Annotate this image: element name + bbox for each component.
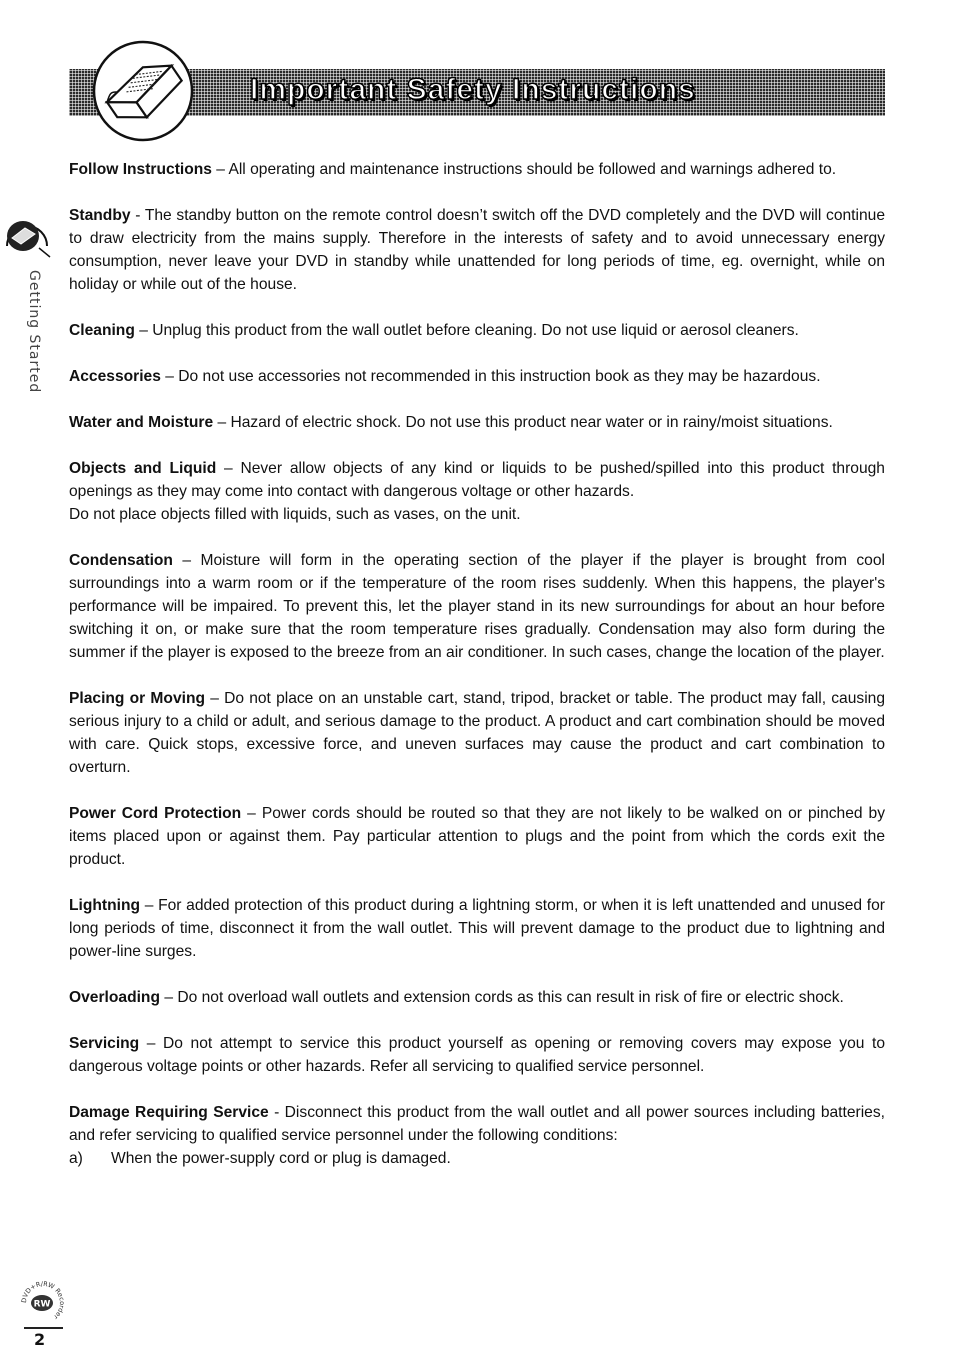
list-marker: a) [69, 1150, 83, 1167]
instruction-heading: Power Cord Protection [69, 805, 242, 822]
instruction-heading: Objects and Liquid [69, 460, 217, 477]
instruction-heading: Follow Instructions [69, 161, 212, 178]
instruction-text: Do not use accessories not recommended in this instruction book as they may be hazardous. [178, 368, 821, 385]
instruction-text: Moisture will form in the operating section of the player if the player is brought from cool surroundings into a warm room or if the temperature of the room rises suddenly. When this happens, the player's performance will be impaired. To prevent this, let the player stand in its new surroundings for about an hour before switching it on, or make sure that the room temperature rises gradually. Condensation may also form during the summer if the player is exposed to the breeze from an air conditioner. In such cases, change the location of the player. [69, 552, 885, 661]
section-tab-label: Getting Started [26, 270, 42, 394]
instruction-text: Disconnect this product from the wall outlet and all power sources including batteries, and refer servicing to qualified service personnel under the following conditions: [69, 1104, 885, 1144]
list-item-text: When the power-supply cord or plug is damaged. [111, 1150, 451, 1167]
instruction-paragraph: Accessories – Do not use accessories not recommended in this instruction book as they may be hazardous. [69, 368, 821, 385]
page-title: Important Safety Instructions [250, 73, 696, 106]
instruction-heading: Cleaning [69, 322, 135, 339]
instruction-heading: Accessories [69, 368, 161, 385]
instruction-text: Do not attempt to service this product yourself as opening or removing covers may expose you to dangerous voltage points or other hazards. Refer all servicing to qualified service personnel. [69, 1035, 886, 1075]
instruction-paragraph: Standby - The standby button on the remote control doesn’t switch off the DVD completely and the DVD will continue to draw electricity from the mains supply. Therefore in the interests of safety and to avoid unnecessary energy consumption, never leave your DVD in standby while unattended for long periods of time, eg. overnight, while on holiday or while out of the house. [69, 207, 886, 293]
instruction-paragraph: Objects and Liquid – Never allow objects of any kind or liquids to be pushed/spilled into this product through openings as they may come into contact with dangerous voltage or other hazards. Do not place objects filled with liquids, such as vases, on the unit. [69, 457, 885, 526]
instruction-paragraph: Placing or Moving – Do not place on an unstable cart, stand, tripod, bracket or table. The product may fall, causing serious injury to a child or adult, and serious damage to the product. A product and cart combination should be moved with care. Quick stops, excessive force, and uneven surfaces may cause the product and cart combination to overturn. [69, 690, 886, 776]
list-item [69, 1147, 885, 1170]
instruction-heading: Placing or Moving [69, 690, 206, 707]
svg-text:DVD+R/RW Recorder: DVD+R/RW Recorder [20, 1280, 66, 1321]
instruction-heading: Condensation [69, 552, 173, 569]
instruction-text: Do not overload wall outlets and extension cords as this can result in risk of fire or electric shock. [177, 989, 844, 1006]
instruction-paragraph: Follow Instructions – All operating and maintenance instructions should be followed and warnings adhered to. [69, 161, 837, 178]
instruction-paragraph: Overloading – Do not overload wall outlets and extension cords as this can result in risk of fire or electric shock. [69, 989, 844, 1006]
instruction-heading: Damage Requiring Service [69, 1104, 269, 1121]
instruction-text-extra: Do not place objects filled with liquids, such as vases, on the unit. [69, 506, 521, 523]
instruction-paragraph: Water and Moisture – Hazard of electric shock. Do not use this product near water or in rainy/moist situations. [69, 414, 833, 431]
dvd-recorder-logo [20, 1280, 66, 1326]
instruction-paragraph: Servicing – Do not attempt to service this product yourself as opening or removing covers may expose you to dangerous voltage points or other hazards. Refer all servicing to qualified service personnel. [69, 1035, 886, 1075]
instruction-paragraph: Cleaning – Unplug this product from the wall outlet before cleaning. Do not use liquid or aerosol cleaners. [69, 322, 799, 339]
instruction-paragraph: Condensation – Moisture will form in the operating section of the player if the player is brought from cool surroundings into a warm room or if the temperature of the room rises suddenly. When this happens, the player's performance will be impaired. To prevent this, let the player stand in its new surroundings for about an hour before switching it on, or make sure that the room temperature rises gradually. Condensation may also form during the summer if the player is exposed to the breeze from an air conditioner. In such cases, change the location of the player. [69, 552, 885, 661]
page-number: 2 [34, 1330, 46, 1349]
instruction-text: Power cords should be routed so that they are not likely to be walked on or pinched by items placed upon or against them. Pay particular attention to plugs and the point from which the cords exit the product. [69, 805, 885, 868]
instruction-paragraph: Damage Requiring Service - Disconnect this product from the wall outlet and all power sources including batteries, and refer servicing to qualified service personnel under the following conditions: a) When the power-supply cord or plug is damaged. [69, 1101, 885, 1170]
footer-rule [24, 1327, 63, 1329]
instruction-text: Unplug this product from the wall outlet before cleaning. Do not use liquid or aerosol cleaners. [152, 322, 799, 339]
svg-text:RW: RW [33, 1299, 51, 1310]
instruction-heading: Overloading [69, 989, 160, 1006]
instruction-text: All operating and maintenance instructions should be followed and warnings adhered to. [228, 161, 837, 178]
instructions-body [69, 158, 885, 1193]
instruction-text: For added protection of this product during a lightning storm, or when it is left unattended and unused for long periods of time, disconnect it from the wall outlet. This will prevent damage to the product due to lightning and power-line surges. [69, 897, 885, 960]
instruction-paragraph: Power Cord Protection – Power cords should be routed so that they are not likely to be walked on or pinched by items placed upon or against them. Pay particular attention to plugs and the point from which the cords exit the product. [69, 805, 885, 868]
instruction-heading: Standby [69, 207, 131, 224]
instruction-text: Do not place on an unstable cart, stand, tripod, bracket or table. The product may fall, causing serious injury to a child or adult, and serious damage to the product. A product and cart combination should be moved with care. Quick stops, excessive force, and uneven surfaces may cause the product and cart combination to overturn. [69, 690, 886, 776]
instruction-paragraph: Lightning – For added protection of this product during a lightning storm, or when it is left unattended and unused for long periods of time, disconnect it from the wall outlet. This will prevent damage to the product due to lightning and power-line surges. [69, 897, 885, 960]
instruction-text: Never allow objects of any kind or liquids to be pushed/spilled into this product through openings as they may come into contact with dangerous voltage or other hazards. [69, 460, 885, 500]
instruction-heading: Lightning [69, 897, 141, 914]
instruction-text: The standby button on the remote control doesn’t switch off the DVD completely and the DVD will continue to draw electricity from the mains supply. Therefore in the interests of safety and to avoid unnecessary energy consumption, never leave your DVD in standby while unattended for long periods of time, eg. overnight, while on holiday or while out of the house. [69, 207, 886, 293]
book-tab-icon [3, 216, 51, 258]
instruction-heading: Water and Moisture [69, 414, 214, 431]
book-icon [92, 40, 194, 142]
instruction-heading: Servicing [69, 1035, 140, 1052]
instruction-text: Hazard of electric shock. Do not use this product near water or in rainy/moist situations. [230, 414, 833, 431]
